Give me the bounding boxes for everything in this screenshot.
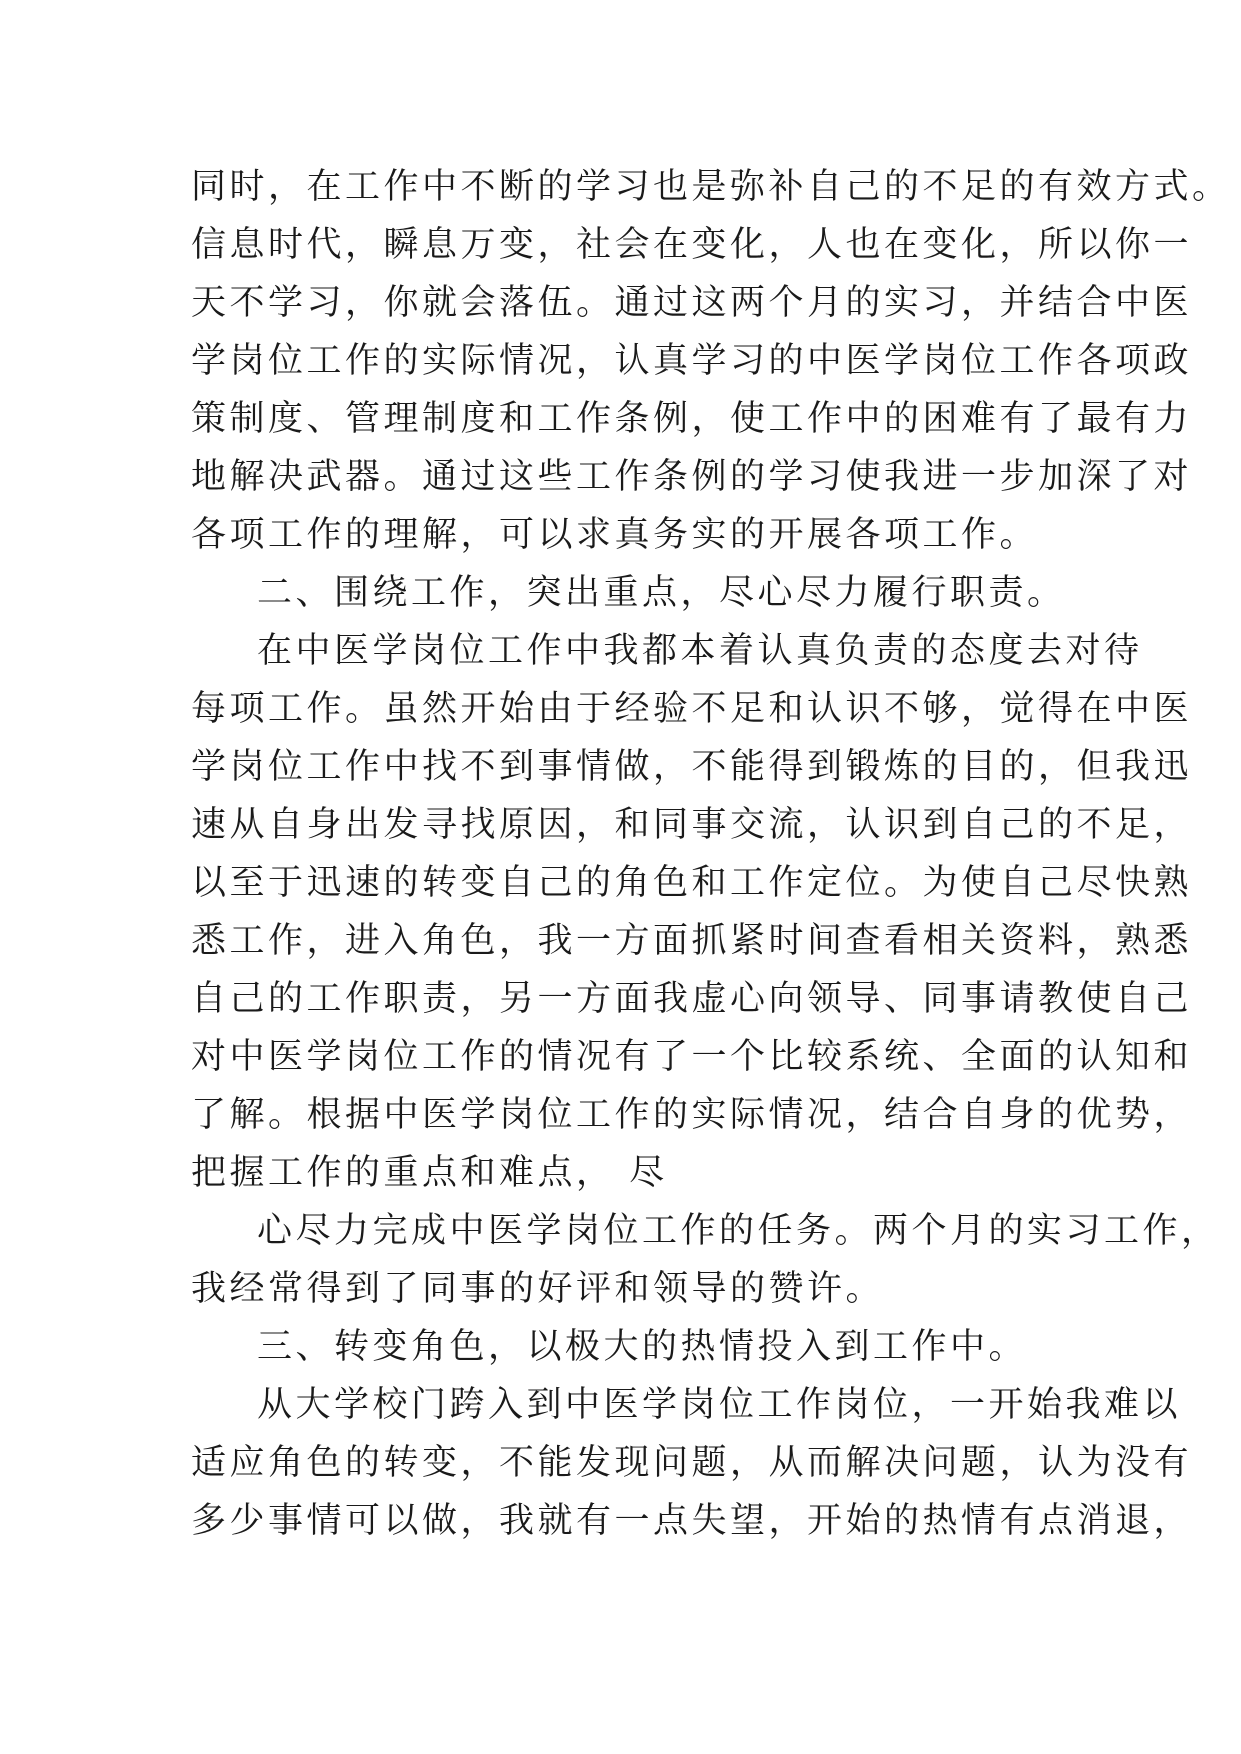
text-line: 了解。根据中医学岗位工作的实际情况，结合自身的优势， <box>191 1095 1193 1135</box>
text-line: 学岗位工作的实际情况，认真学习的中医学岗位工作各项政 <box>191 341 1193 381</box>
section-heading: 二、围绕工作，突出重点，尽心尽力履行职责。 <box>257 573 1066 613</box>
body-text <box>191 158 1231 1550</box>
text-line: 每项工作。虽然开始由于经验不足和认识不够，觉得在中医 <box>191 689 1193 729</box>
text-line: 从大学校门跨入到中医学岗位工作岗位，一开始我难以 <box>257 1385 1182 1425</box>
text-line: 地解决武器。通过这些工作条例的学习使我进一步加深了对 <box>191 457 1193 497</box>
text-line: 我经常得到了同事的好评和领导的赞许。 <box>191 1269 885 1309</box>
text-line: 学岗位工作中找不到事情做，不能得到锻炼的目的，但我迅 <box>191 747 1193 787</box>
text-line: 多少事情可以做，我就有一点失望，开始的热情有点消退， <box>191 1501 1193 1541</box>
text-line: 对中医学岗位工作的情况有了一个比较系统、全面的认知和 <box>191 1037 1193 1077</box>
text-line: 心尽力完成中医学岗位工作的任务。两个月的实习工作， <box>257 1211 1220 1251</box>
text-line: 速从自身出发寻找原因，和同事交流，认识到自己的不足， <box>191 805 1193 845</box>
text-line: 自己的工作职责，另一方面我虚心向领导、同事请教使自己 <box>191 979 1193 1019</box>
text-line: 信息时代，瞬息万变，社会在变化，人也在变化，所以你一 <box>191 225 1193 265</box>
text-line: 适应角色的转变，不能发现问题，从而解决问题，认为没有 <box>191 1443 1193 1483</box>
text-line: 悉工作，进入角色，我一方面抓紧时间查看相关资料，熟悉 <box>191 921 1193 961</box>
text-line: 同时，在工作中不断的学习也是弥补自己的不足的有效方式。 <box>191 167 1231 207</box>
text-line: 在中医学岗位工作中我都本着认真负责的态度去对待 <box>257 631 1143 671</box>
text-line: 策制度、管理制度和工作条例，使工作中的困难有了最有力 <box>191 399 1193 439</box>
section-heading: 三、转变角色，以极大的热情投入到工作中。 <box>257 1327 1028 1367</box>
text-line: 各项工作的理解，可以求真务实的开展各项工作。 <box>191 515 1039 555</box>
text-line: 天不学习，你就会落伍。通过这两个月的实习，并结合中医 <box>191 283 1193 323</box>
text-line: 以至于迅速的转变自己的角色和工作定位。为使自己尽快熟 <box>191 863 1193 903</box>
text-line: 把握工作的重点和难点， 尽 <box>191 1153 668 1193</box>
